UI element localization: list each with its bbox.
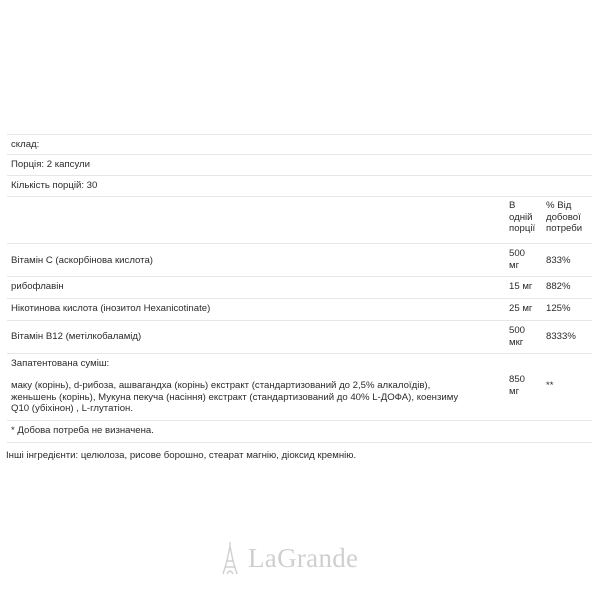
divider — [7, 353, 592, 354]
eiffel-tower-icon — [218, 541, 242, 575]
table-row-dv: 882% — [546, 281, 571, 292]
divider — [7, 196, 592, 197]
divider — [7, 134, 592, 135]
blend-dv: ** — [546, 380, 554, 391]
serving-size: Порція: 2 капсули — [11, 159, 90, 170]
table-row-dv: 125% — [546, 303, 571, 314]
divider — [7, 276, 592, 277]
blend-amount: 850 мг — [509, 374, 526, 397]
table-row-amount: 25 мг — [509, 303, 533, 314]
amount-header: В одній порції — [509, 200, 536, 235]
divider — [7, 320, 592, 321]
footnote: * Добова потреба не визначена. — [11, 425, 154, 436]
divider — [7, 298, 592, 299]
blend-title: Запатентована суміш: — [11, 358, 110, 369]
table-row-name: Вітамін С (аскорбінова кислота) — [11, 255, 153, 266]
divider — [7, 243, 592, 244]
table-row-dv: 833% — [546, 255, 571, 266]
table-row-name: Вітамін В12 (метілкобаламід) — [11, 331, 142, 342]
table-row-amount: 15 мг — [509, 281, 533, 292]
watermark-logo: LaGrande — [248, 543, 359, 573]
divider — [7, 420, 592, 421]
table-row-amount: 500 мг — [509, 248, 526, 271]
blend-ingredients: маку (корінь), d-рибоза, ашвагандха (корінь) екстракт (стандартизований до 2,5% алкалоїдів), женьшень (корінь), Мукуна пекуча (насіння) екстракт (стандартизований до 40% L-ДОФА), коензиму Q10 (убіхінон) , L-глутатіон. — [11, 380, 459, 415]
divider — [7, 442, 592, 443]
divider — [7, 154, 592, 155]
servings-count: Кількість порцій: 30 — [11, 180, 98, 191]
other-ingredients: Інші інгредієнти: целюлоза, рисове борошно, стеарат магнію, діоксид кремнію. — [6, 450, 357, 461]
daily-value-header: % Від добової потреби — [546, 200, 583, 235]
table-row-name: Нікотинова кислота (інозитол Hexanicotinate) — [11, 303, 211, 314]
table-row-name: рибофлавін — [11, 281, 64, 292]
divider — [7, 175, 592, 176]
composition-label: склад: — [11, 139, 40, 150]
table-row-dv: 8333% — [546, 331, 576, 342]
table-row-amount: 500 мкг — [509, 325, 526, 348]
